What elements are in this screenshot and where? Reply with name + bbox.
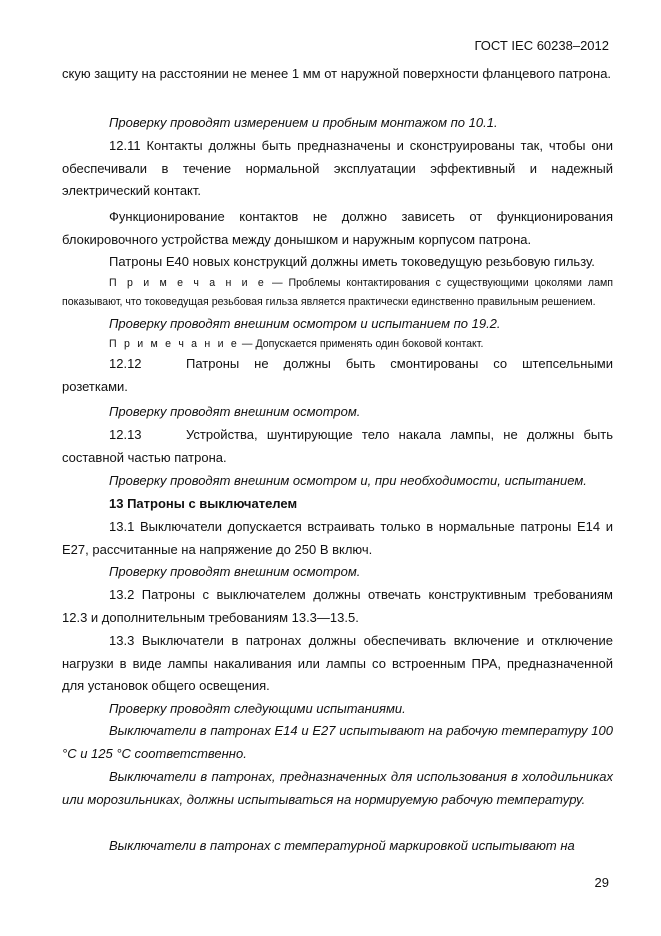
clause-number: 12.12 <box>109 356 142 371</box>
clause-12-12 <box>62 353 613 398</box>
clause-text: Патроны не должны быть смонтированы со штепсельными розетками. <box>62 356 613 394</box>
check-measurement: Проверку проводят измерением и пробным монтажом по 10.1. <box>109 115 498 130</box>
note-text: — Допускается применять один боковой контакт. <box>238 338 484 350</box>
italic-refrigerators: Выключатели в патронах, предназначенных для использования в холодильниках или морозильниках, должны испытываться на нормируемую рабочую температуру. <box>62 769 613 807</box>
paragraph-e40: Патроны Е40 новых конструкций должны иметь токоведущую резьбовую гильзу. <box>109 254 595 269</box>
paragraph-contacts-function: Функционирование контактов не должно зависеть от функционирования блокировочного устройства между донышком и наружным корпусом патрона. <box>62 209 613 247</box>
clause-13-2: 13.2 Патроны с выключателем должны отвечать конструктивным требованиям 12.3 и дополнительным требованиям 13.3—13.5. <box>62 587 613 625</box>
clause-12-11: 12.11 Контакты должны быть предназначены и сконструированы так, чтобы они обеспечивали в течение нормальной эксплуатации эффективный и надежный электрический контакт. <box>62 138 613 199</box>
section-13-title: 13 Патроны с выключателем <box>109 496 298 511</box>
check-following: Проверку проводят следующими испытаниями. <box>109 701 406 716</box>
paragraph-protection-continuation: скую защиту на расстоянии не менее 1 мм от наружной поверхности фланцевого патрона. <box>62 66 612 81</box>
note-label: П р и м е ч а н и е <box>109 277 266 289</box>
clause-13-1: 13.1 Выключатели допускается встраивать только в нормальные патроны Е14 и Е27, рассчитанные на напряжение до 250 В включ. <box>62 519 613 557</box>
clause-13-3: 13.3 Выключатели в патронах должны обеспечивать включение и отключение нагрузки в виде лампы накаливания или лампы со встроенным ПРА, предназначенной для установок общего освещения. <box>62 633 613 694</box>
page-number: 29 <box>594 875 609 890</box>
check-visual-19-2: Проверку проводят внешним осмотром и испытанием по 19.2. <box>109 316 501 331</box>
clause-number: 12.13 <box>109 427 142 442</box>
check-visual-2: Проверку проводят внешним осмотром. <box>109 564 361 579</box>
note-side-contact <box>62 335 613 354</box>
italic-temperature-marking: Выключатели в патронах с температурной маркировкой испытывают на <box>109 838 575 853</box>
clause-12-13 <box>62 424 613 469</box>
clause-text: Устройства, шунтирующие тело накала лампы, не должны быть составной частью патрона. <box>62 427 613 465</box>
note-contacting-problems <box>62 274 613 312</box>
standard-header: ГОСТ IEC 60238–2012 <box>474 38 609 53</box>
note-text: — Проблемы контактирования с существующими цоколями ламп показывают, что токоведущая резьбовая гильза является практически единственно правильным решением. <box>62 277 613 308</box>
italic-e14-e27: Выключатели в патронах Е14 и Е27 испытывают на рабочую температуру 100 °С и 125 °С соответственно. <box>62 723 613 761</box>
note-label: П р и м е ч а н и е <box>109 338 239 350</box>
check-visual-1: Проверку проводят внешним осмотром. <box>109 404 361 419</box>
check-visual-test: Проверку проводят внешним осмотром и, при необходимости, испытанием. <box>109 473 587 488</box>
